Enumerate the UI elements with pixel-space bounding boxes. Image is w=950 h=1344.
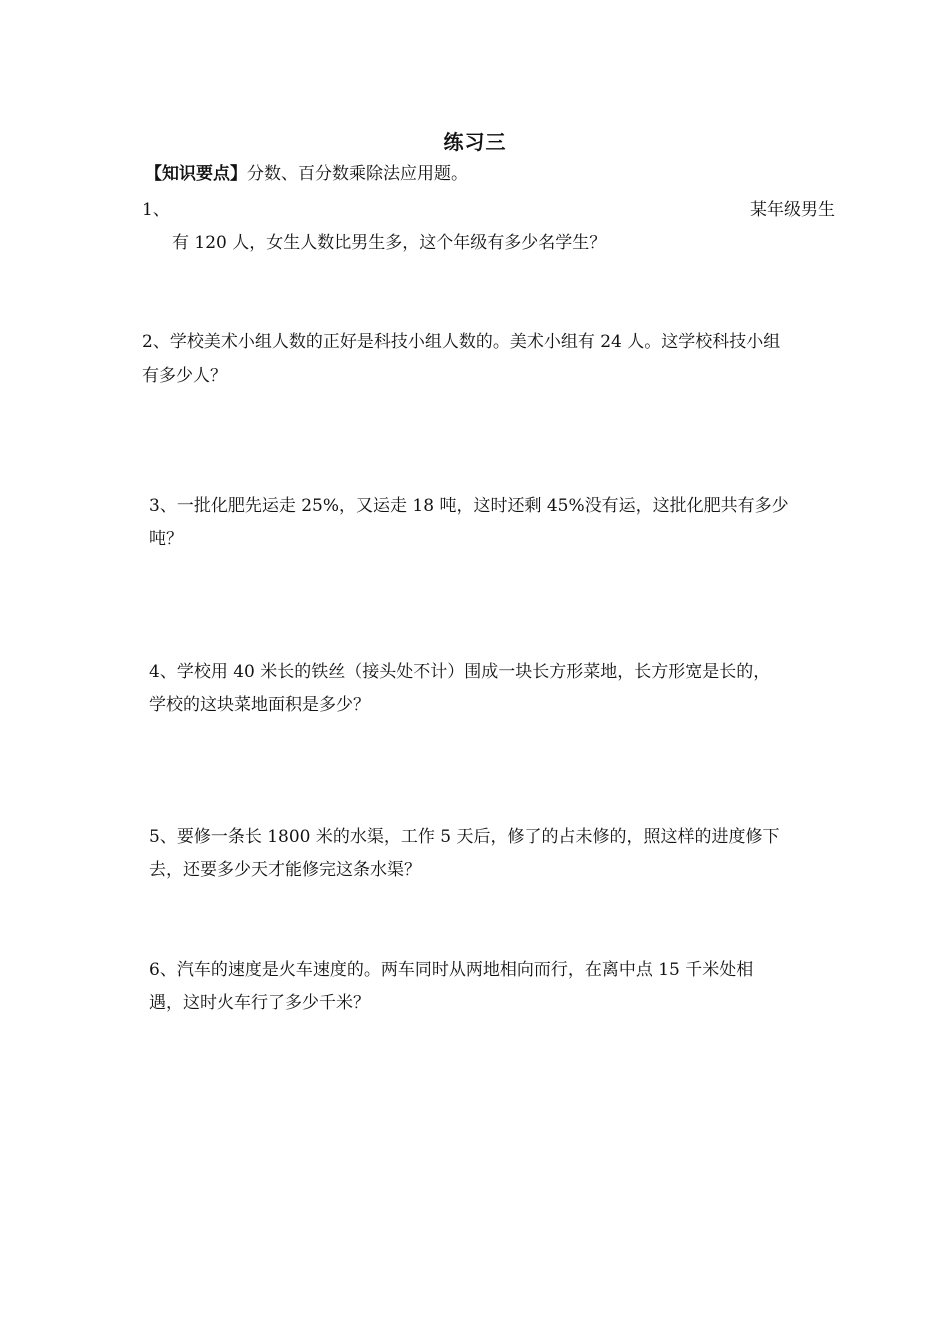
question-5-line-1: 5、要修一条长 1800 米的水渠，工作 5 天后，修了的占未修的，照这样的进度修下 (149, 827, 780, 847)
question-4-line-1: 4、学校用 40 米长的铁丝（接头处不计）围成一块长方形菜地，长方形宽是长的， (149, 662, 771, 682)
knowledge-points (145, 162, 468, 186)
knowledge-points-text: 分数、百分数乘除法应用题。 (247, 164, 468, 184)
question-3-line-1: 3、一批化肥先运走 25%，又运走 18 吨，这时还剩 45%没有运，这批化肥共有多少 (149, 496, 789, 516)
question-3-line-2: 吨？ (149, 529, 183, 549)
question-4-line-2: 学校的这块菜地面积是多少？ (149, 695, 370, 715)
question-1-line-2: 有 120 人，女生人数比男生多，这个年级有多少名学生？ (172, 233, 607, 253)
question-6-line-2: 遇，这时火车行了多少千米？ (149, 993, 370, 1013)
knowledge-points-label: 【知识要点】 (145, 164, 247, 184)
question-5-line-2: 去，还要多少天才能修完这条水渠？ (149, 860, 421, 880)
question-2-line-2: 有多少人？ (142, 366, 227, 386)
question-1-number: 1、 (142, 200, 170, 220)
page-title: 练习三 (443, 130, 507, 154)
question-1-line-1: 某年级男生 (750, 200, 835, 220)
question-2-line-1: 2、学校美术小组人数的正好是科技小组人数的。美术小组有 24 人。这学校科技小组 (142, 332, 781, 352)
question-6-line-1: 6、汽车的速度是火车速度的。两车同时从两地相向而行，在离中点 15 千米处相 (149, 960, 754, 980)
